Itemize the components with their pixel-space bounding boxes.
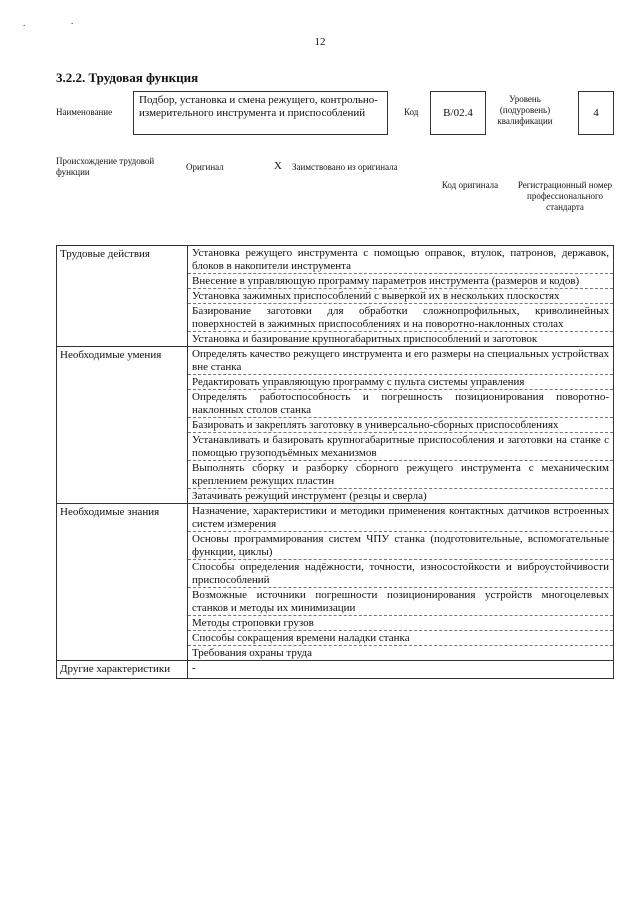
original-mark: X	[274, 160, 282, 172]
section-title: 3.2.2. Трудовая функция	[56, 70, 199, 85]
list-item: Выполнять сборку и разборку сборного режущего инструмента с механическим креплением режущих пластин	[188, 461, 613, 489]
code-original-label: Код оригинала	[441, 180, 499, 190]
row-content	[188, 504, 614, 661]
list-item: Определять качество режущего инструмента и его размеры на специальных устройствах вне станка	[188, 347, 613, 375]
row-content	[188, 246, 614, 347]
list-item: Способы определения надёжности, точности, износостойкости и виброустойчивости приспособлений	[188, 560, 613, 588]
list-item: Определять работоспособность и погрешность позиционирования поворотно-наклонных столов станка	[188, 390, 613, 418]
list-item: Базировать и закреплять заготовку в универсально-сборных приспособлениях	[188, 418, 613, 433]
list-item: Базирование заготовки для обработки сложнопрофильных, криволинейных поверхностей в зажимных приспособлениях и на поворотно-наклонных столах	[188, 304, 613, 332]
borrowed-label: Заимствовано из оригинала	[292, 162, 398, 172]
registration-number-label: Регистрационный номер профессионального стандарта	[517, 180, 613, 212]
list-item: Внесение в управляющую программу параметров инструмента (размеров и кодов)	[188, 274, 613, 289]
row-category: Другие характеристики	[57, 661, 188, 679]
list-item: Установка режущего инструмента с помощью оправок, втулок, патронов, державок, блоков в накопители инструмента	[188, 246, 613, 274]
table-row	[57, 246, 614, 347]
scan-mark: .	[71, 16, 74, 26]
function-name-box: Подбор, установка и смена режущего, контрольно-измерительного инструмента и приспособлений	[133, 91, 388, 135]
list-item: -	[192, 662, 196, 674]
list-item: Установка зажимных приспособлений с выверкой их в нескольких плоскостях	[188, 289, 613, 304]
function-table	[56, 245, 614, 679]
list-item: Устанавливать и базировать крупногабаритные приспособления и заготовки на станке с помощью грузоподъёмных механизмов	[188, 433, 613, 461]
list-item: Способы сокращения времени наладки станка	[188, 631, 613, 646]
qualification-level-box: 4	[578, 91, 614, 135]
page-number: 12	[314, 36, 326, 48]
row-category: Трудовые действия	[57, 246, 188, 347]
row-content	[188, 347, 614, 504]
list-item: Редактировать управляющую программу с пульта системы управления	[188, 375, 613, 390]
list-item: Назначение, характеристики и методики применения контактных датчиков встроенных систем измерения	[188, 504, 613, 532]
list-item: Требования охраны труда	[192, 647, 313, 659]
list-item: Возможные источники погрешности позиционирования устройств многоцелевых станков и методы их минимизации	[188, 588, 613, 616]
name-label: Наименование	[56, 107, 113, 117]
list-item: Затачивать режущий инструмент (резцы и сверла)	[192, 490, 427, 502]
row-category: Необходимые знания	[57, 504, 188, 661]
table-row	[57, 504, 614, 661]
row-category: Необходимые умения	[57, 347, 188, 504]
list-item: Установка и базирование крупногабаритных приспособлений и заготовок	[192, 333, 538, 345]
list-item: Основы программирования систем ЧПУ станка (подготовительные, вспомогательные функции, циклы)	[188, 532, 613, 560]
code-label: Код	[404, 107, 419, 117]
table-row	[57, 661, 614, 679]
scan-mark: .	[23, 18, 26, 28]
code-box: B/02.4	[430, 91, 486, 135]
row-content	[188, 661, 614, 679]
table-row	[57, 347, 614, 504]
original-label: Оригинал	[186, 162, 224, 172]
origin-label: Происхождение трудовой функции	[56, 156, 155, 177]
list-item: Методы строповки грузов	[188, 616, 613, 631]
qualification-level-label: Уровень (подуровень) квалификации	[497, 94, 553, 126]
